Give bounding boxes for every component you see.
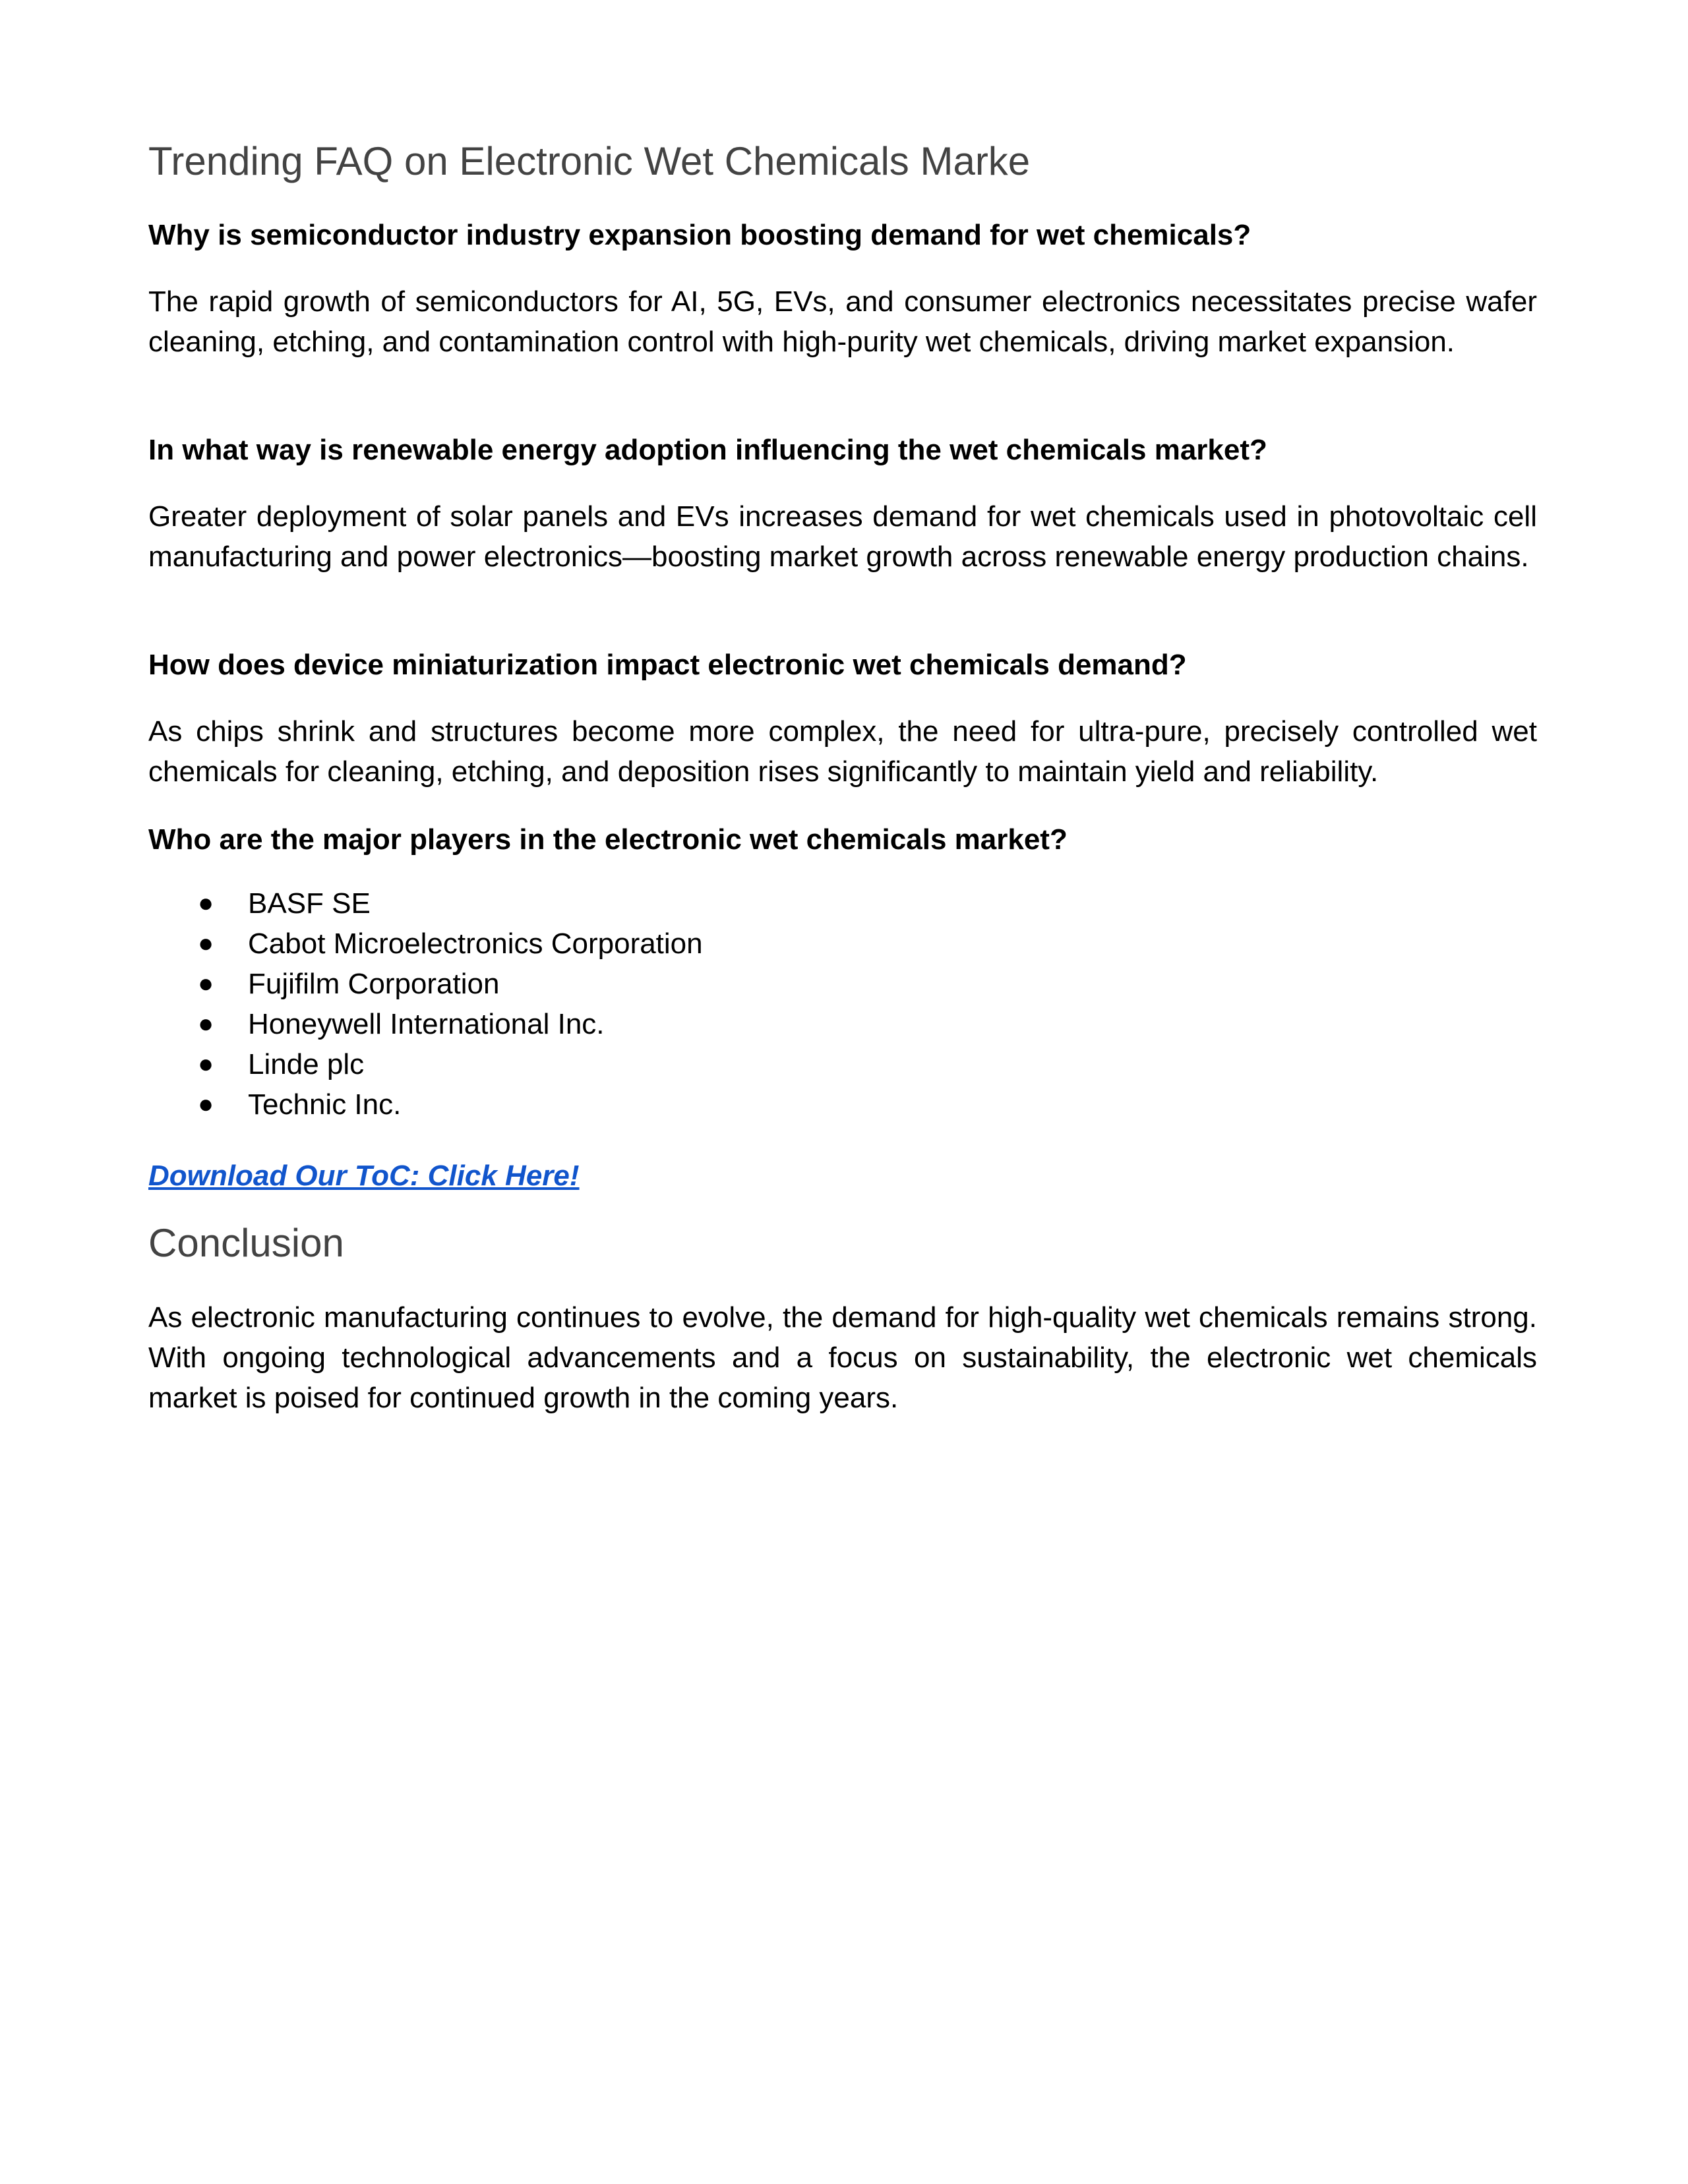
list-item bbox=[148, 883, 703, 924]
list-item-label: Linde plc bbox=[248, 1048, 365, 1080]
list-item-label: Technic Inc. bbox=[248, 1088, 402, 1121]
conclusion-heading: Conclusion bbox=[148, 1221, 344, 1265]
bullet-icon: ● bbox=[198, 1090, 214, 1119]
bullet-icon: ● bbox=[198, 1049, 214, 1078]
list-item-label: Honeywell International Inc. bbox=[248, 1008, 605, 1040]
bullet-icon: ● bbox=[198, 1009, 214, 1038]
conclusion-text: As electronic manufacturing continues to evolve, the demand for high-quality wet chemicals remains strong. With ongoing technological advancements and a focus on sustainability, the electronic wet chemicals market is poised for continued growth in the coming years. bbox=[148, 1301, 1537, 1414]
list-item-label: Cabot Microelectronics Corporation bbox=[248, 928, 703, 960]
list-item-label: Fujifilm Corporation bbox=[248, 968, 500, 1000]
faq-answer-3: As chips shrink and structures become more complex, the need for ultra-pure, precisely controlled wet chemicals for cleaning, etching, and deposition rises significantly to maintain yield and reliability. bbox=[148, 715, 1537, 788]
list-item bbox=[148, 924, 703, 964]
bullet-icon: ● bbox=[198, 929, 214, 958]
faq-answer-2: Greater deployment of solar panels and EVs increases demand for wet chemicals used in photovoltaic cell manufacturing and power electronics—boosting market growth across renewable energy production chains. bbox=[148, 500, 1537, 573]
faq-question-1: Why is semiconductor industry expansion boosting demand for wet chemicals? bbox=[148, 219, 1251, 251]
download-toc-link[interactable]: Download Our ToC: Click Here! bbox=[148, 1160, 580, 1192]
list-item bbox=[148, 1004, 703, 1044]
faq-heading: Trending FAQ on Electronic Wet Chemicals Marke bbox=[148, 139, 1031, 183]
bullet-icon: ● bbox=[198, 889, 214, 918]
bullet-icon: ● bbox=[198, 969, 214, 998]
major-players-list bbox=[148, 883, 703, 1125]
list-item-label: BASF SE bbox=[248, 887, 371, 920]
faq-question-4: Who are the major players in the electronic wet chemicals market? bbox=[148, 823, 1068, 856]
list-item bbox=[148, 1044, 703, 1084]
faq-answer-1: The rapid growth of semiconductors for AI, 5G, EVs, and consumer electronics necessitates precise wafer cleaning, etching, and contamination control with high-purity wet chemicals, driving market expansion. bbox=[148, 285, 1537, 358]
list-item bbox=[148, 1084, 703, 1125]
faq-question-2: In what way is renewable energy adoption influencing the wet chemicals market? bbox=[148, 434, 1267, 466]
faq-question-3: How does device miniaturization impact electronic wet chemicals demand? bbox=[148, 649, 1187, 681]
list-item bbox=[148, 964, 703, 1004]
